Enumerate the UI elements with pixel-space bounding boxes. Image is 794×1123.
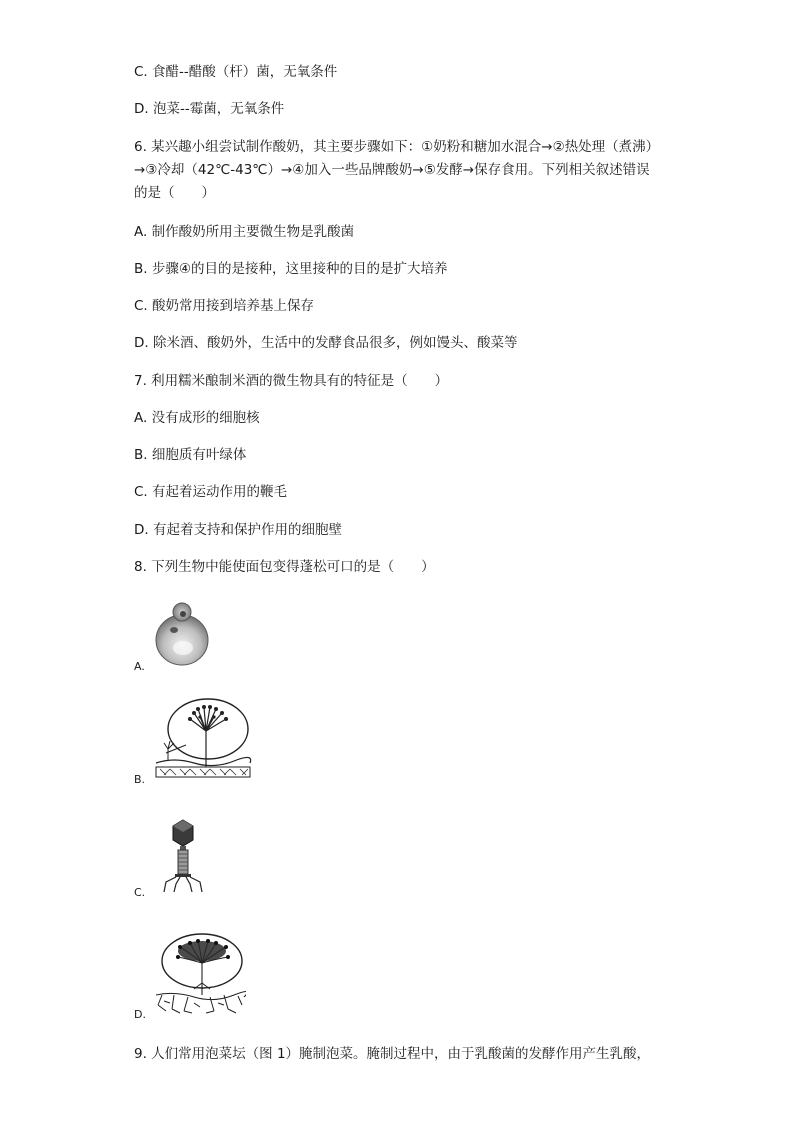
q7-option-a: A. 没有成形的细胞核 bbox=[134, 410, 260, 426]
mold-aspergillus-image bbox=[154, 697, 252, 779]
q8-option-d-label: D. bbox=[134, 1008, 146, 1021]
q6-option-d: D. 除米酒、酸奶外，生活中的发酵食品很多，例如馒头、酸菜等 bbox=[134, 335, 518, 351]
question-9-stem: 9. 人们常用泡菜坛（图 1）腌制泡菜。腌制过程中，由于乳酸菌的发酵作用产生乳酸， bbox=[134, 1046, 651, 1062]
q7-option-d: D. 有起着支持和保护作用的细胞壁 bbox=[134, 522, 342, 538]
q8-option-b-label: B. bbox=[134, 773, 146, 786]
option-c-prev: C. 食醋--醋酸（杆）菌，无氧条件 bbox=[134, 64, 338, 80]
question-6-stem: 6. 某兴趣小组尝试制作酸奶，其主要步骤如下：①奶粉和糖加水混合→②热处理（煮沸）→③冷却（42℃-43℃）→④加入一些品牌酸奶→⑤发酵→保存食用。下列相关叙述错误的是（ ） bbox=[134, 139, 660, 201]
q7-option-b: B. 细胞质有叶绿体 bbox=[134, 447, 247, 463]
q6-option-b: B. 步骤④的目的是接种，这里接种的目的是扩大培养 bbox=[134, 261, 448, 277]
question-8-stem: 8. 下列生物中能使面包变得蓬松可口的是（ ） bbox=[134, 559, 435, 575]
bacteriophage-image bbox=[158, 818, 208, 894]
mold-penicillium-image bbox=[154, 933, 246, 1015]
q8-option-a-label: A. bbox=[134, 660, 145, 673]
question-7-stem: 7. 利用糯米酿制米酒的微生物具有的特征是（ ） bbox=[134, 373, 449, 389]
option-d-prev: D. 泡菜--霉菌，无氧条件 bbox=[134, 101, 285, 117]
q6-option-c: C. 酸奶常用接到培养基上保存 bbox=[134, 298, 315, 314]
q6-option-a: A. 制作酸奶所用主要微生物是乳酸菌 bbox=[134, 224, 355, 240]
q8-option-c-label: C. bbox=[134, 886, 146, 899]
q7-option-c: C. 有起着运动作用的鞭毛 bbox=[134, 484, 288, 500]
yeast-cell-image bbox=[152, 598, 212, 668]
